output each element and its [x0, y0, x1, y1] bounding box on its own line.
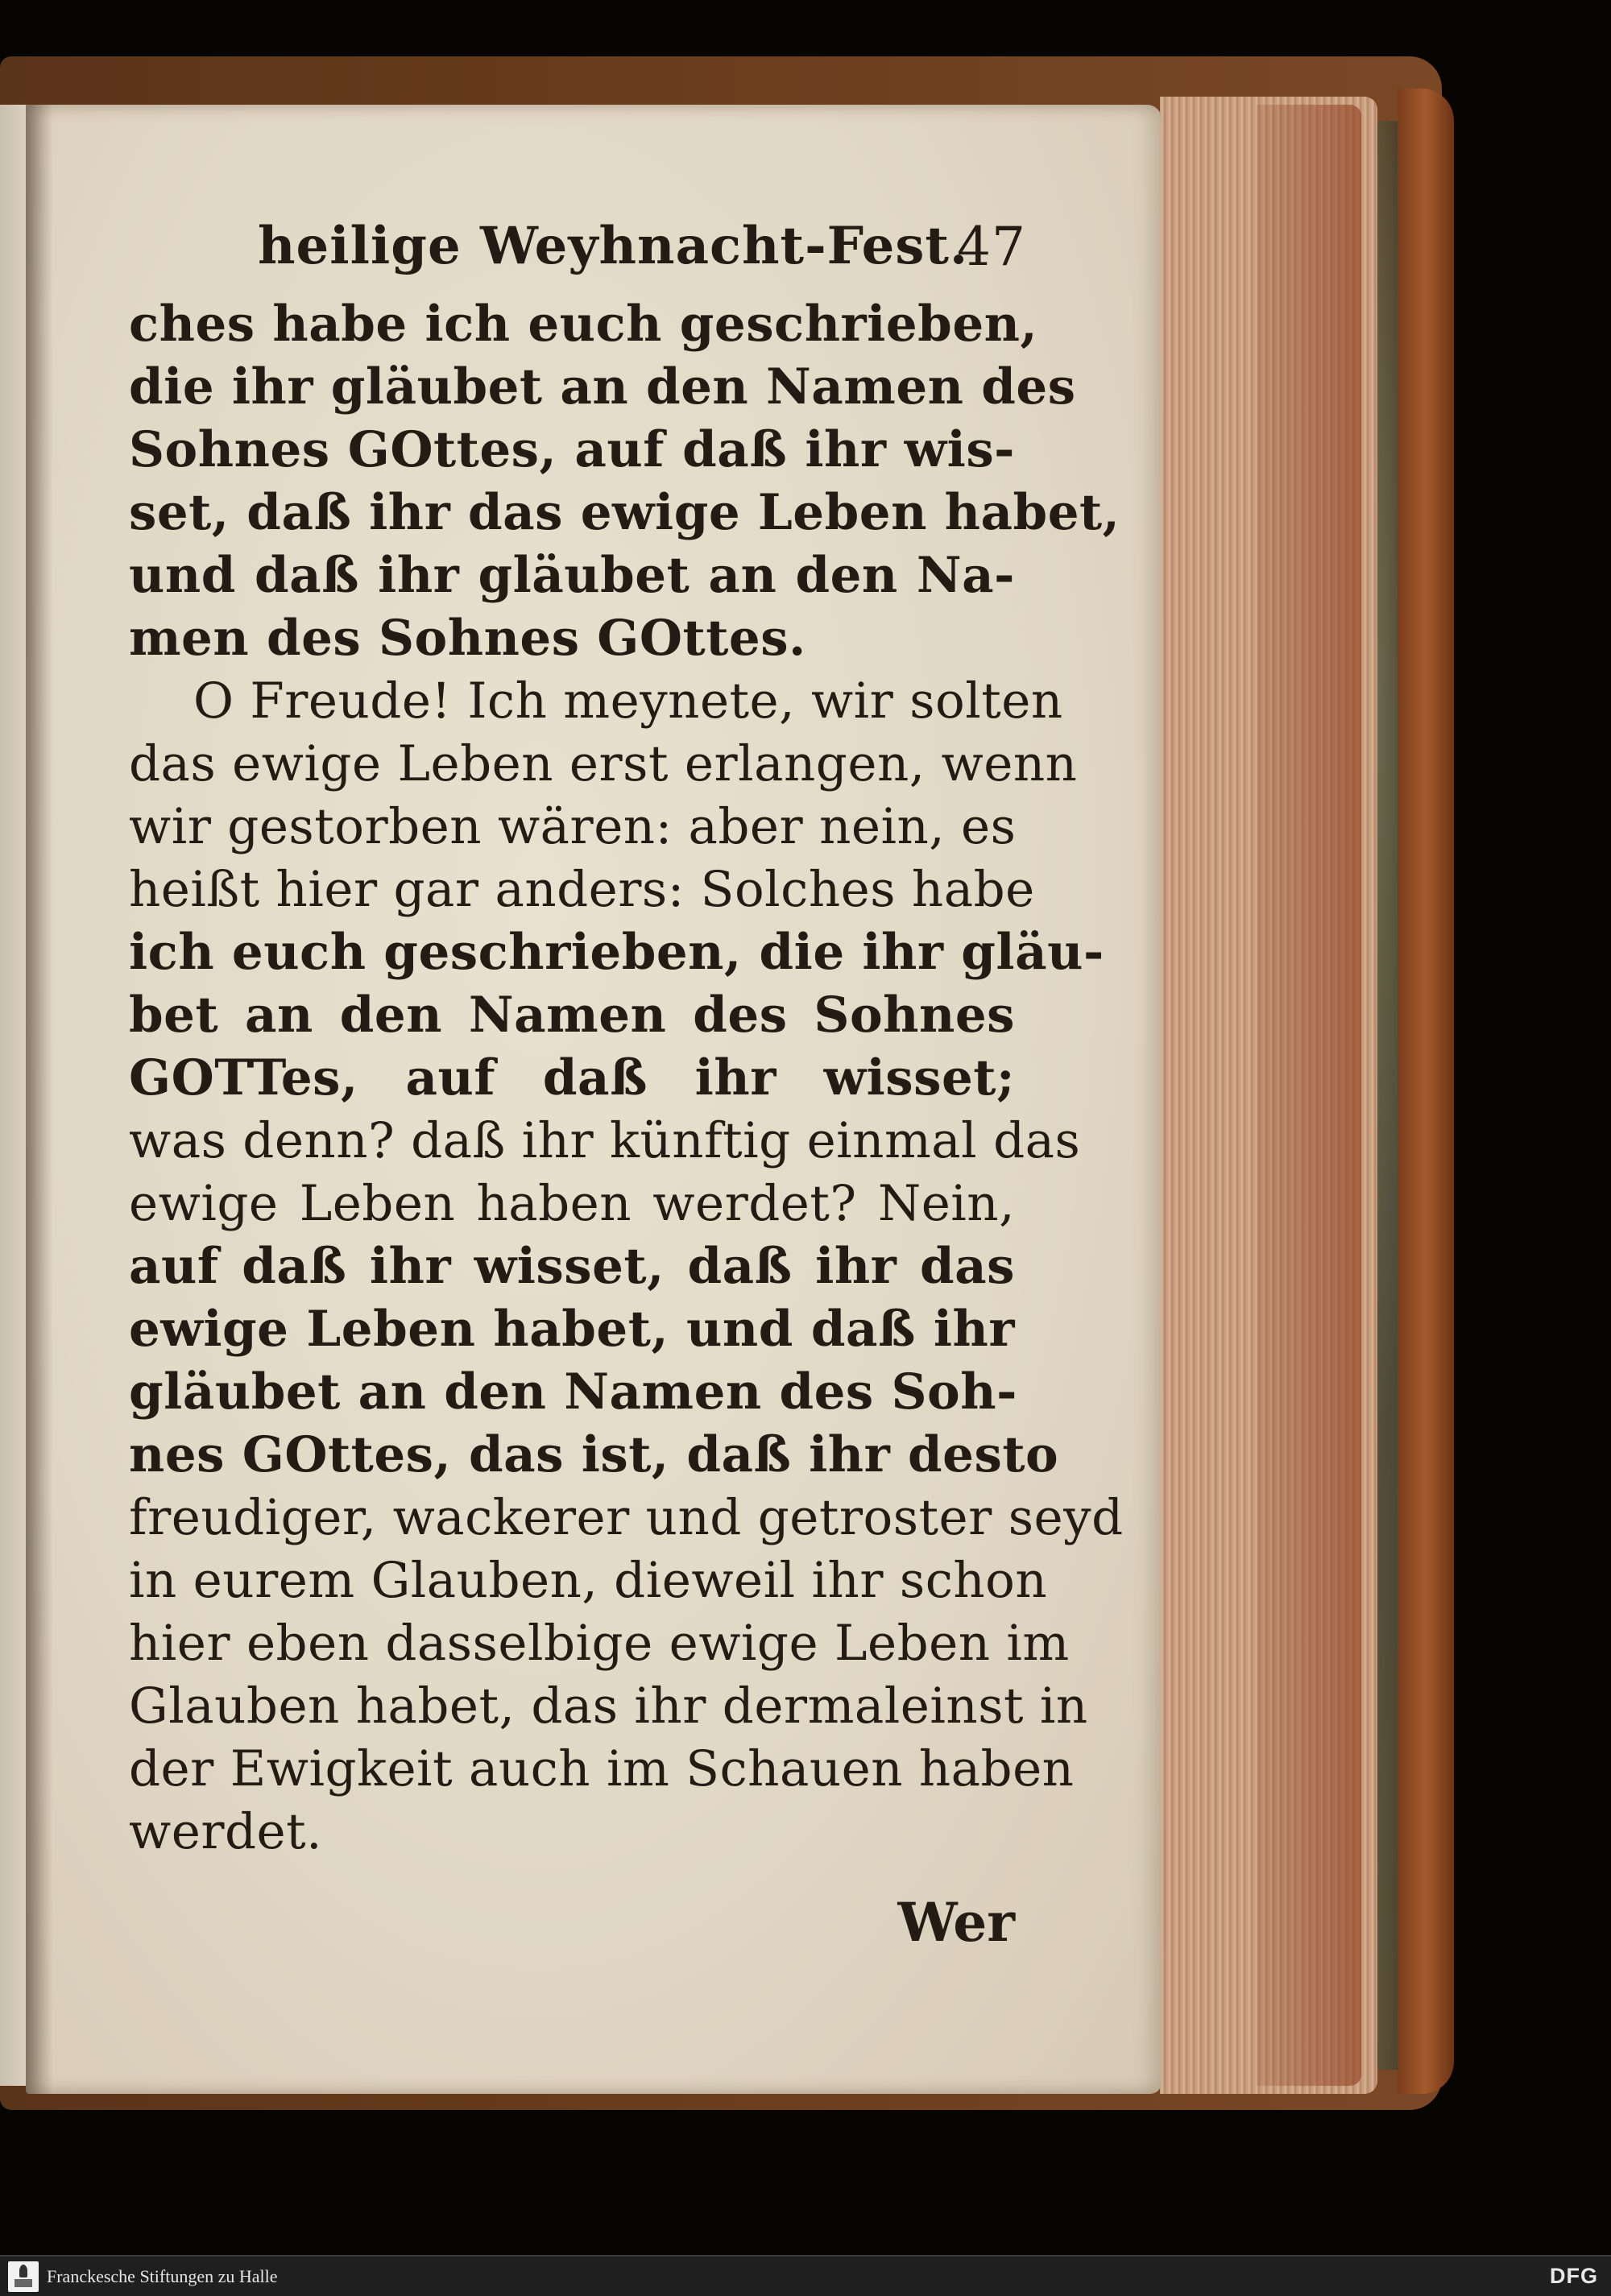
cover-edge — [1398, 89, 1454, 2094]
institution-credit: Franckesche Stiftungen zu Halle — [47, 2266, 278, 2286]
text-line: wir gestorben wären: aber nein, es — [129, 798, 1017, 855]
fore-edge-shadow — [1257, 105, 1361, 2086]
text-line: freudiger, wackerer und getroster seyd — [129, 1489, 1124, 1546]
page-gutter-shadow — [26, 105, 53, 2094]
text-line: Glauben habet, das ihr dermaleinst in — [129, 1678, 1088, 1735]
text-line: heißt hier gar anders: Solches habe — [129, 861, 1035, 918]
catchword: Wer — [897, 1891, 1015, 1954]
text-line: das ewige Leben erst erlangen, wenn — [129, 735, 1078, 792]
text-line: hier eben dasselbige ewige Leben im — [129, 1615, 1070, 1672]
institution-logo-icon — [8, 2261, 39, 2292]
text-line: set, daß ihr das ewige Leben habet, — [129, 484, 1120, 541]
text-line: der Ewigkeit auch im Schauen haben — [129, 1740, 1075, 1797]
running-head — [129, 216, 1026, 293]
text-line: O Freude! Ich meynete, wir solten — [193, 672, 1063, 730]
viewer-footer — [0, 2255, 1611, 2296]
text-line: die ihr gläubet an den Namen des — [129, 358, 1076, 416]
text-line: was denn? daß ihr künftig einmal das — [129, 1112, 1081, 1169]
page-text — [129, 216, 1124, 1954]
text-line: werdet. — [129, 1803, 323, 1860]
text-line: in eurem Glauben, dieweil ihr schon — [129, 1552, 1048, 1609]
text-line: ich euch geschrieben, die ihr gläu- — [129, 924, 1104, 981]
text-line: ches habe ich euch geschrieben, — [129, 296, 1038, 353]
text-line: nes GOttes, das ist, daß ihr desto — [129, 1426, 1059, 1483]
page-number: 47 — [957, 216, 1026, 278]
text-line: GOTTes, auf daß ihr wisset; — [129, 1049, 1015, 1107]
text-line: bet an den Namen des Sohnes — [129, 987, 1015, 1044]
running-head-title: heilige Weyhnacht-Fest. — [258, 216, 969, 276]
text-line: und daß ihr gläubet an den Na- — [129, 547, 1015, 604]
text-line: Sohnes GOttes, auf daß ihr wis- — [129, 421, 1015, 478]
text-line: ewige Leben haben werdet? Nein, — [129, 1175, 1015, 1232]
funder-logo: DFG — [1550, 2264, 1598, 2288]
text-line: ewige Leben habet, und daß ihr — [129, 1301, 1015, 1358]
text-line: men des Sohnes GOttes. — [129, 610, 806, 667]
text-line: gläubet an den Namen des Soh- — [129, 1363, 1017, 1421]
text-line: auf daß ihr wisset, daß ihr das — [129, 1238, 1015, 1295]
